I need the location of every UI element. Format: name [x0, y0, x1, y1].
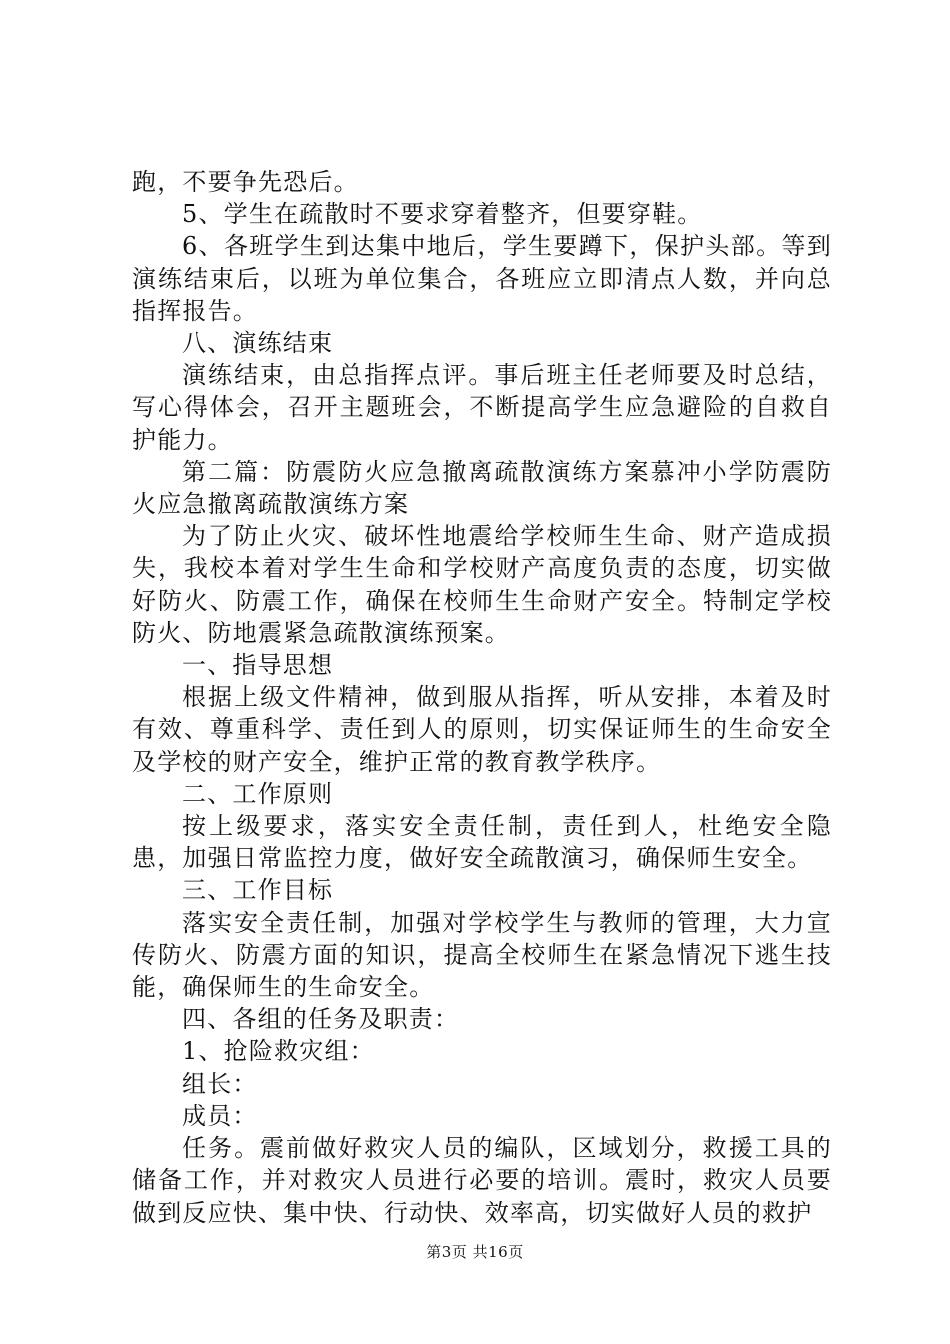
subsection-heading: 1、抢险救灾组： [182, 1037, 375, 1066]
chapter-title: 第二篇：防震防火应急撤离疏散演练方案慕冲小学防震防火应急撤离疏散演练方案 [132, 457, 832, 519]
paragraph: 5、学生在疏散时不要求穿着整齐，但要穿鞋。 [182, 200, 703, 229]
field-label: 组长： [182, 1069, 258, 1098]
section-heading: 一、指导思想 [182, 651, 334, 680]
paragraph: 按上级要求，落实安全责任制，责任到人，杜绝安全隐患，加强日常监控力度，做好安全疏散演习，确保师生安全。 [132, 812, 832, 873]
paragraph: 演练结束，由总指挥点评。事后班主任老师要及时总结，写心得体会，召开主题班会，不断提高学生应急避险的自救自护能力。 [132, 361, 832, 454]
paragraph: 落实安全责任制，加强对学校学生与教师的管理，大力宣传防火、防震方面的知识，提高全校师生在紧急情况下逃生技能，确保师生的生命安全。 [132, 908, 832, 1002]
paragraph: 6、各班学生到达集中地后，学生要蹲下，保护头部。等到演练结束后，以班为单位集合，各班应立即清点人数，并向总指挥报告。 [132, 232, 832, 325]
section-heading: 四、各组的任务及职责： [182, 1005, 460, 1034]
section-heading: 三、工作目标 [182, 876, 334, 905]
section-heading: 二、工作原则 [182, 779, 334, 808]
paragraph: 为了防止火灾、破坏性地震给学校师生生命、财产造成损失，我校本着对学生生命和学校财产高度负责的态度，切实做好防火、防震工作，确保在校师生生命财产安全。特制定学校防火、防地震紧急疏散演练预案。 [132, 522, 832, 647]
section-heading: 八、演练结束 [182, 329, 334, 358]
document-body [132, 166, 832, 1229]
paragraph: 任务。震前做好救灾人员的编队，区域划分，救援工具的储备工作，并对救灾人员进行必要的培训。震时，救灾人员要做到反应快、集中快、行动快、效率高，切实做好人员的救护 [132, 1134, 832, 1227]
paragraph: 根据上级文件精神，做到服从指挥，听从安排，本着及时有效、尊重科学、责任到人的原则，切实保证师生的生命安全及学校的财产安全，维护正常的教育教学秩序。 [132, 683, 832, 776]
page-number-footer: 第3页 共16页 [426, 1243, 524, 1261]
paragraph: 跑，不要争先恐后。 [132, 168, 359, 196]
field-label: 成员： [182, 1101, 258, 1130]
